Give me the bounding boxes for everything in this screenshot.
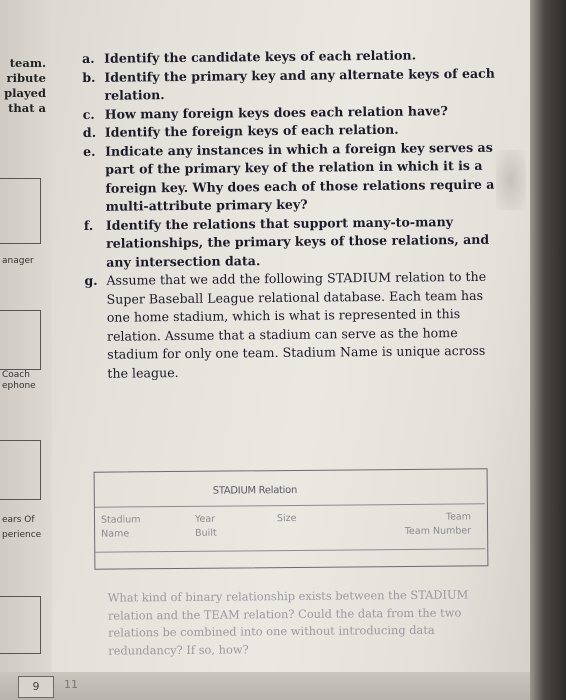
current-page-number: 9 <box>18 676 54 698</box>
margin-fragment-4: that a <box>8 101 46 115</box>
question-letter: b. <box>82 69 96 85</box>
question-text: Assume that we add the following STADIUM relation to the Super Baseball League relational database. Each team has one home stadium, which is what is represented in this relation. Assume that a stadium can serve as the home stadium for only one team. Stadium Name is unique across the league. <box>106 268 487 381</box>
question-text: Identify the primary key and any alternate keys of each relation. <box>104 65 495 103</box>
column-size <box>277 512 297 526</box>
margin-experience-label: perience <box>2 530 42 540</box>
column-line: Built <box>195 527 217 539</box>
column-line: Year <box>194 513 216 525</box>
margin-fragment-3: played <box>4 86 46 100</box>
margin-fragment-1: team. <box>9 56 46 70</box>
margin-box-1 <box>0 178 41 244</box>
question-e <box>83 138 504 216</box>
column-year-built <box>195 513 217 541</box>
stadium-relation-title: STADIUM Relation <box>212 484 298 497</box>
column-stadium-name <box>101 513 141 541</box>
stadium-relation-figure <box>94 468 489 569</box>
margin-coach-label: Coach <box>2 370 30 380</box>
question-text: Identify the relations that support many-to-many relationships, the primary keys of those relations, and any intersection data. <box>105 213 490 270</box>
question-letter: e. <box>82 143 96 159</box>
margin-manager-label: anager <box>2 256 34 266</box>
page-number-bar <box>0 672 530 700</box>
question-text: Indicate any instances in which a foreign key serves as part of the primary key of the relation in which it is a foreign key. Why does each of those relations require a multi-attribute primary key? <box>104 139 495 214</box>
margin-phone-label: ephone <box>2 381 36 391</box>
question-list <box>82 46 505 383</box>
question-f <box>84 212 505 272</box>
margin-box-2 <box>0 310 41 370</box>
question-letter: c. <box>82 106 95 122</box>
question-text: Identify the foreign keys of each relation. <box>104 121 399 140</box>
margin-years-label: ears Of <box>2 515 35 525</box>
question-g <box>84 268 505 383</box>
followup-question: What kind of binary relationship exists between the STADIUM relation and the TEAM relation? Could the data from the two relations be combined into one without introducing data redundancy? If so, how? <box>107 587 469 658</box>
margin-box-4 <box>0 596 41 654</box>
margin-box-3 <box>0 440 41 500</box>
margin-fragment-2: ribute <box>6 71 46 85</box>
column-line: Size <box>276 512 297 525</box>
question-letter: g. <box>84 272 98 288</box>
book-edge-shadow <box>530 0 566 700</box>
question-letter: f. <box>83 217 94 233</box>
column-line: Team Number <box>404 525 472 538</box>
column-line: Team <box>445 511 472 523</box>
column-line: Name <box>101 528 130 540</box>
stadium-relation-table <box>95 503 485 552</box>
question-text: Identify the candidate keys of each relation. <box>104 47 417 66</box>
question-letter: d. <box>82 124 97 140</box>
next-page-number: 11 <box>64 678 78 691</box>
column-line: Stadium <box>100 514 141 526</box>
column-team-number <box>361 510 471 539</box>
question-text: How many foreign keys does each relation have? <box>104 102 448 122</box>
question-b <box>82 64 502 105</box>
question-letter: a. <box>82 50 95 66</box>
